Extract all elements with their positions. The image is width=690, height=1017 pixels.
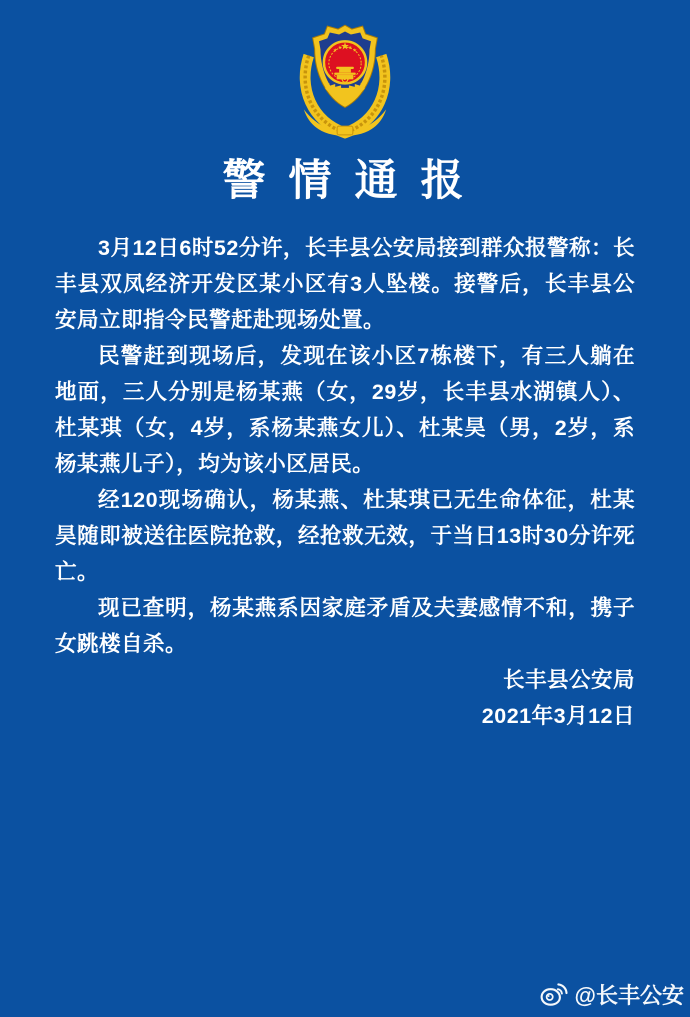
weibo-handle: @长丰公安: [574, 983, 684, 1008]
notice-paragraph-4: 现已查明，杨某燕系因家庭矛盾及夫妻感情不和，携子女跳楼自杀。: [55, 596, 635, 656]
notice-paragraph-1: 3月12日6时52分许，长丰县公安局接到群众报警称：长丰县双凤经济开发区某小区有3人坠楼。接警后，长丰县公安局立即指令民警赶赴现场处置。: [55, 236, 635, 332]
notice-paragraph-3: 经120现场确认，杨某燕、杜某琪已无生命体征，杜某昊随即被送往医院抢救，经抢救无效，于当日13时30分许死亡。: [55, 488, 635, 584]
weibo-watermark: [540, 979, 684, 1010]
police-emblem-icon: [296, 23, 394, 139]
notice-paragraph-2: 民警赶到现场后，发现在该小区7栋楼下，有三人躺在地面，三人分别是杨某燕（女，29岁，长丰县水湖镇人）、杜某琪（女，4岁，系杨某燕女儿）、杜某昊（男，2岁，系杨某燕儿子），均为该小区居民。: [55, 344, 635, 476]
notice-title: 警 情 通 报: [222, 156, 468, 206]
weibo-icon: [540, 982, 569, 1007]
notice-body: [55, 230, 635, 734]
issuing-authority: 长丰县公安局: [502, 668, 635, 692]
notice-date: 2021年3月12日: [481, 704, 635, 728]
